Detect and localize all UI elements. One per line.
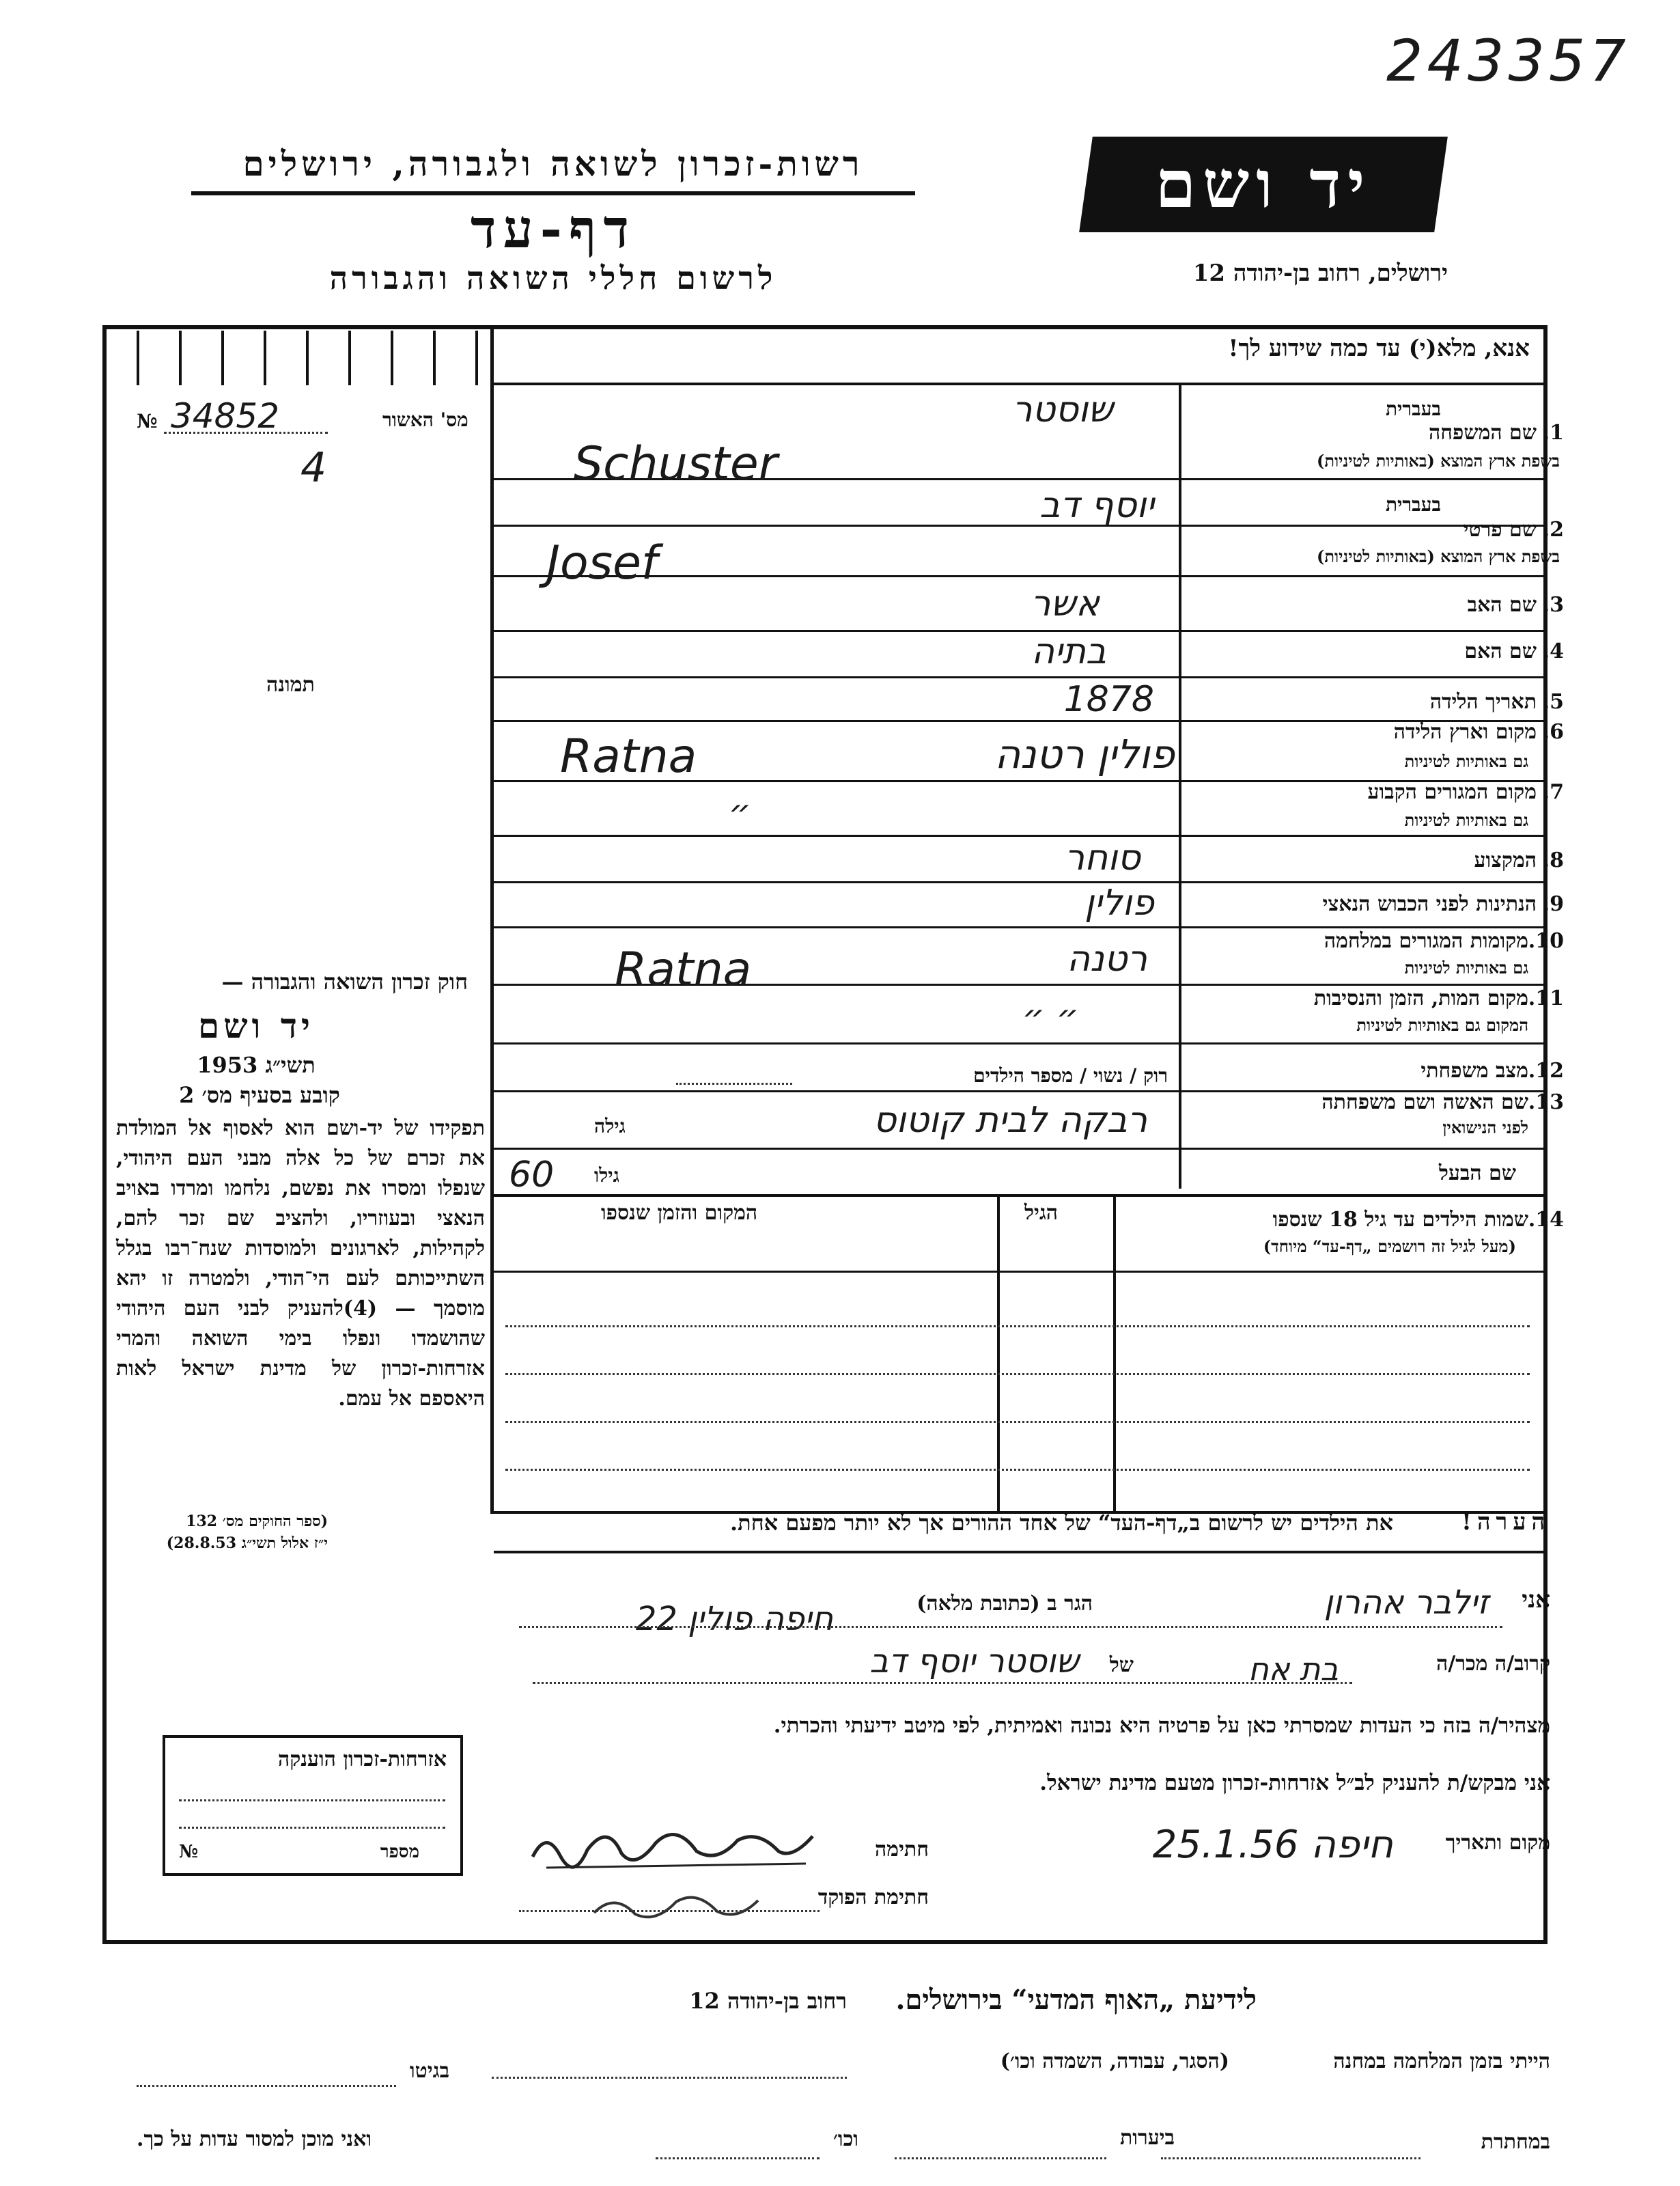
footer-line2-dots-3	[656, 2157, 820, 2159]
footer-line2-dots-2	[895, 2157, 1106, 2159]
marital-options: רוק / נשוי / מספר הילדים	[973, 1064, 1168, 1087]
children-sub: (מעל לגיל זה רושמים „דף-עד“ מיוחד)	[1263, 1236, 1516, 1256]
field-6-sub: גם באותיות לטיניות	[1404, 751, 1528, 771]
field-3-num: 3.	[1542, 593, 1564, 617]
form-subtitle: לרשום חללי השואה והגבורה	[329, 260, 777, 296]
field-10-sub: גם באותיות לטיניות	[1404, 958, 1528, 978]
field-10-value-he: רטנה	[1067, 939, 1147, 980]
field-13-value: רבקה לבית קוטוס	[873, 1100, 1147, 1141]
children-col-div-2	[997, 1197, 1000, 1511]
field-3-label: שם האב	[1467, 593, 1537, 617]
citizenship-number-label: מספר	[380, 1842, 419, 1862]
tally-marks	[137, 331, 478, 385]
field-1-value-lat: Schuster	[574, 437, 778, 491]
form-title: דף-עד	[471, 198, 636, 260]
decl-request: אני מבקש/ת להעניק לב״ל אזרחות-זכרון מטעם מדינת ישראל.	[1039, 1771, 1550, 1795]
decl-signature-label: חתימה	[875, 1838, 929, 1862]
decl-address-value: חיפה פולין 22	[635, 1600, 833, 1638]
husband-age-label: גילו	[594, 1164, 619, 1187]
authority-title: רשות-זכרון לשואה ולגבורה, ירושלים	[242, 143, 864, 184]
footer-line1-dots-2	[137, 2085, 396, 2087]
field-2-value-lat: Josef	[546, 536, 658, 590]
law-year: תשי״ג 1953	[197, 1052, 316, 1078]
field-1-num: 1.	[1542, 421, 1564, 445]
citizenship-line-1	[179, 1799, 445, 1801]
field-5-value: 1878	[1063, 679, 1154, 720]
citizenship-box	[163, 1735, 463, 1876]
field-4-value: בתיה	[1031, 631, 1106, 672]
field-7-num: 7.	[1542, 780, 1564, 804]
field-6-label: מקום וארץ הלידה	[1393, 720, 1537, 744]
decl-of-label: של	[1109, 1653, 1134, 1677]
field-7-sub: גם באותיות לטיניות	[1404, 810, 1528, 830]
decl-relation-label: קרוב/ה מכר/ה	[1436, 1652, 1550, 1676]
decl-of-value: שוסטר יוסף דב	[869, 1642, 1079, 1680]
approval-prefix: №	[137, 410, 158, 432]
field-13-sub: לפני הנישואין	[1442, 1118, 1528, 1137]
children-label: שמות הילדים עד גיל 18 שנספו	[1272, 1208, 1528, 1232]
footer-line1-label: הייתי בזמן המלחמה במחנה	[1333, 2049, 1550, 2073]
logo-text: יד ושם	[1155, 146, 1372, 223]
field-2-label: שם פרטי	[1463, 518, 1537, 542]
field-11-sub: המקום גם באותיות לטיניות	[1356, 1015, 1528, 1035]
field-5-num: 5.	[1542, 690, 1564, 714]
field-5-label: תאריך הלידה	[1429, 690, 1537, 714]
field-8-value: סוחר	[1064, 838, 1140, 878]
officer-signature	[587, 1885, 765, 1926]
decl-line-1	[519, 1626, 1502, 1628]
field-8-label: המקצוע	[1474, 848, 1537, 872]
law-name: יד ושם	[198, 1006, 314, 1046]
field-2-sub: בשפת ארץ המוצא (באותיות לטיניות)	[1317, 546, 1560, 566]
decl-signature	[519, 1816, 820, 1877]
law-clause: קובע בסעיף מס׳ 2	[179, 1082, 340, 1108]
husband-age-value: 60	[509, 1154, 555, 1195]
field-2-num: 2.	[1542, 518, 1564, 542]
decl-i-label: אני	[1522, 1586, 1550, 1614]
label-column-divider	[1179, 383, 1181, 1189]
law-title: חוק זכרון השואה והגבורה —	[221, 969, 468, 995]
field-9-label: הנתינות לפני הכבוש הנאצי	[1322, 892, 1537, 916]
decl-officer-label: חתימת הפוקד	[817, 1885, 929, 1909]
field-7-value: ״	[728, 792, 751, 833]
field-3-value: אשר	[1031, 583, 1100, 624]
footer-line2-end: ואני מוכן למסור עדות על כך.	[137, 2127, 372, 2151]
photo-label: תמונה	[266, 673, 315, 697]
field-4-label: שם האם	[1464, 639, 1537, 663]
decl-statement: מצהיר/ה בזה כי העדות שמסרתי כאן על פרטיה היא נכונה ואמיתית, לפי מיטב ידיעתי והכרתי.	[773, 1713, 1550, 1738]
field-10-value-lat: Ratna	[615, 943, 752, 997]
husband-label: שם הבעל	[1438, 1161, 1516, 1185]
field-6-value-lat: Ratna	[560, 730, 697, 784]
approval-mark: 4	[300, 444, 327, 492]
note-bottom-line	[494, 1551, 1548, 1553]
field-11-num: 11.	[1528, 986, 1564, 1010]
note-text: את הילדים יש לרשום ב„דף-העד“ של אחד ההורים אך לא יותר מפעם אחת.	[730, 1510, 1393, 1536]
citizenship-line-2	[179, 1827, 445, 1829]
children-header-line	[494, 1271, 1548, 1273]
children-col-age: הגיל	[1024, 1201, 1059, 1225]
left-column-divider	[490, 325, 494, 1514]
field-10-num: 10.	[1528, 929, 1564, 953]
field-6-value-he: פולין רטנה	[994, 731, 1175, 777]
children-num: 14.	[1528, 1208, 1564, 1232]
field-2-script: בעברית	[1385, 493, 1441, 516]
footer-line2-dots-1	[1161, 2157, 1420, 2159]
decl-line-2	[533, 1682, 1352, 1684]
decl-relation-value: בת אח	[1248, 1650, 1339, 1687]
field-12-label: מצב משפחתי	[1420, 1059, 1528, 1083]
footer-line1-paren: (הסגר, עבודה, השמדה וכו׳)	[1000, 2049, 1229, 2073]
note-label: הערה!	[1461, 1508, 1550, 1536]
field-13-label: שם האשה ושם משפחתה	[1321, 1090, 1528, 1114]
footer-address: רחוב בן-יהודה 12	[689, 1988, 847, 2014]
decl-address-label: הגר ב (כתובת מלאה)	[916, 1592, 1093, 1616]
top-strip-divider	[490, 383, 1548, 385]
children-count-line	[676, 1083, 792, 1085]
approval-number: 34852	[171, 396, 280, 436]
field-12-num: 12.	[1528, 1059, 1564, 1083]
field-11-label: מקום המות, הזמן והנסיבות	[1313, 986, 1528, 1010]
field-9-num: 9.	[1542, 892, 1564, 916]
field-11-value: ״ ״	[1022, 997, 1079, 1038]
field-10-label: מקומות המגורים במלחמה	[1324, 929, 1528, 953]
citizenship-prefix: №	[179, 1842, 199, 1862]
law-ref-1: (ספר החוקים מס׳ 132	[186, 1512, 328, 1530]
citizenship-title: אזרחות-זכרון הוענקה	[277, 1747, 447, 1771]
field-1-value-he: שוסטר	[1012, 389, 1113, 430]
header-address: ירושלים, רחוב בן-יהודה 12	[1192, 260, 1448, 287]
approval-label: מס' האשור	[382, 409, 468, 431]
field-1-label: שם המשפחה	[1428, 421, 1537, 445]
footer-line1-dots	[492, 2077, 847, 2079]
field-4-num: 4.	[1542, 639, 1564, 663]
field-13-num: 13.	[1528, 1090, 1564, 1114]
field-6-num: 6.	[1542, 720, 1564, 744]
field-1-script: בעברית	[1385, 398, 1441, 420]
field-2-value-he: יוסף דב	[1039, 485, 1154, 526]
form-intro: אנא, מלא(י) עד כמה שידוע לך!	[1228, 335, 1530, 362]
law-ref-2: י״ז אלול תשי״ג 28.8.53)	[166, 1534, 328, 1552]
field-1-sub: בשפת ארץ המוצא (באותיות לטיניות)	[1317, 451, 1560, 471]
approval-line	[164, 432, 328, 434]
footer-line1-end: בגיטו	[410, 2059, 450, 2083]
children-col-div-1	[1113, 1197, 1116, 1511]
decl-place-date-value: חיפה 25.1.56	[1152, 1823, 1393, 1867]
footer-line2-b: ביערות	[1120, 2126, 1175, 2150]
wife-age-label: גילה	[594, 1115, 626, 1137]
footer-line2-a: במחתרת	[1481, 2130, 1550, 2154]
law-body: תפקידו של יד-ושם הוא לאסוף אל המולדת את זכרם של כל אלה מבני העם היהודי, שנפלו ומסרו את נפשם, נלחמו ומרדו באויב הנאצי ובעוזריו, ולהציב שם זכר להם, לקהילות, לארגונים ולמוסדות שנח־רבו בגלל השתייכותם לעם הי־הודי, ולמטרה זו יהא מוסמך — (4)להעניק לבני העם היהודי שהושמדו ונפלו בימי השואה והמרי אזרחות-זכרון של מדינת ישראל לאות היאספם אל עמם.	[116, 1116, 485, 1411]
footer-title: לידיעת „האוף המדעי“ בירושלים.	[895, 1984, 1257, 2016]
yad-vashem-logo	[1079, 137, 1448, 232]
decl-i-value: זילבר אהרון	[1324, 1583, 1489, 1622]
footer-line2-c: וכו׳	[833, 2127, 858, 2151]
archive-number: 243357	[1386, 27, 1630, 94]
children-col-place: המקום והזמן שנספו	[601, 1201, 758, 1225]
field-7-label: מקום המגורים הקבוע	[1367, 780, 1537, 804]
authority-underline	[191, 191, 915, 195]
field-9-value: פולין	[1084, 883, 1154, 924]
field-8-num: 8.	[1542, 848, 1564, 872]
decl-place-date-label: מקום ותאריך	[1445, 1831, 1550, 1855]
